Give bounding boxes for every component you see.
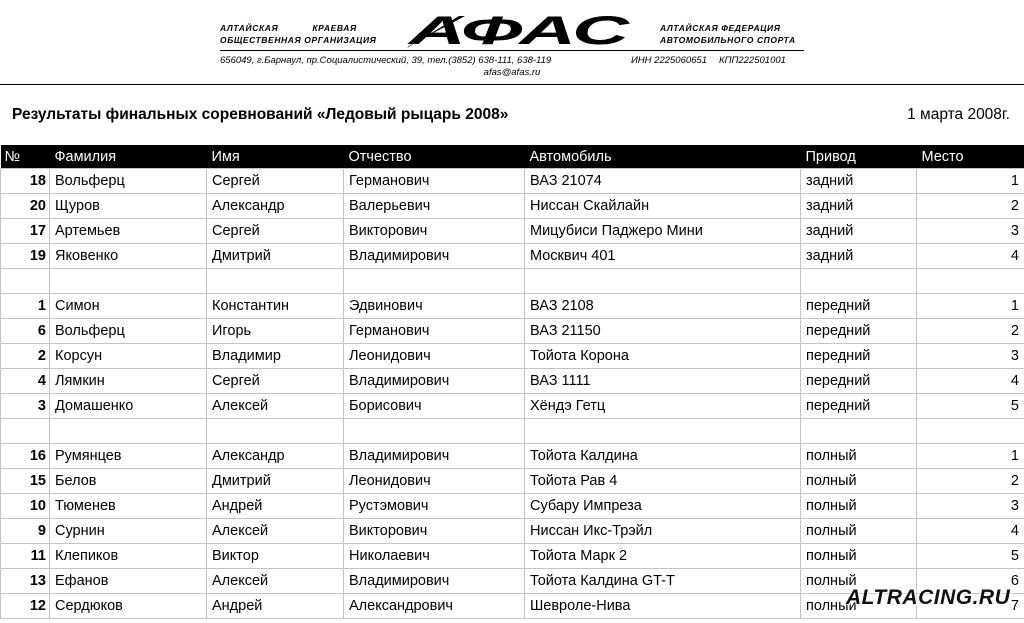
cell-name <box>207 269 344 294</box>
table-row <box>1 444 1024 469</box>
cell-place: 7 <box>917 594 1024 619</box>
cell-place: 4 <box>917 369 1024 394</box>
cell-place: 5 <box>917 394 1024 419</box>
cell-car: Тойота Марк 2 <box>525 544 801 569</box>
address: 656049, г.Барнаул, пр.Социалистический, 39, тел.(3852) 638-111, 638-119 <box>220 55 552 66</box>
cell-drive: передний <box>801 319 917 344</box>
cell-patronymic <box>344 419 525 444</box>
cell-patronymic: Викторович <box>344 219 525 244</box>
cell-name: Алексей <box>207 569 344 594</box>
cell-name: Дмитрий <box>207 469 344 494</box>
cell-number: 2 <box>1 344 50 369</box>
cell-surname: Ефанов <box>50 569 207 594</box>
cell-drive: полный <box>801 444 917 469</box>
cell-patronymic: Леонидович <box>344 469 525 494</box>
cell-surname: Лямкин <box>50 369 207 394</box>
cell-surname: Сурнин <box>50 519 207 544</box>
cell-place: 2 <box>917 469 1024 494</box>
table-row <box>1 519 1024 544</box>
letterhead <box>0 0 1024 90</box>
cell-surname: Щуров <box>50 194 207 219</box>
header-patronymic: Отчество <box>344 145 525 169</box>
cell-drive <box>801 419 917 444</box>
org-line2: ОБЩЕСТВЕННАЯ ОРГАНИЗАЦИЯ <box>220 35 377 45</box>
cell-number: 1 <box>1 294 50 319</box>
cell-number: 19 <box>1 244 50 269</box>
cell-patronymic: Германович <box>344 319 525 344</box>
afas-logo <box>405 12 633 50</box>
cell-number: 11 <box>1 544 50 569</box>
cell-number: 6 <box>1 319 50 344</box>
cell-surname: Вольферц <box>50 169 207 194</box>
cell-drive: задний <box>801 194 917 219</box>
cell-surname: Артемьев <box>50 219 207 244</box>
cell-name: Александр <box>207 194 344 219</box>
email: afas@afas.ru <box>483 67 541 78</box>
document-title: Результаты финальных соревнований «Ледовый рыцарь 2008» <box>12 106 509 123</box>
cell-name: Дмитрий <box>207 244 344 269</box>
header-drive: Привод <box>801 145 917 169</box>
cell-drive: задний <box>801 169 917 194</box>
table-row <box>1 394 1024 419</box>
cell-car <box>525 269 801 294</box>
cell-surname <box>50 269 207 294</box>
cell-place: 1 <box>917 169 1024 194</box>
cell-drive: передний <box>801 369 917 394</box>
cell-surname: Вольферц <box>50 319 207 344</box>
cell-place <box>917 419 1024 444</box>
cell-place: 3 <box>917 219 1024 244</box>
cell-car <box>525 419 801 444</box>
cell-number <box>1 419 50 444</box>
cell-place: 4 <box>917 519 1024 544</box>
table-row <box>1 294 1024 319</box>
cell-number: 3 <box>1 394 50 419</box>
cell-drive: полный <box>801 519 917 544</box>
tax-ids <box>631 55 786 66</box>
cell-number: 17 <box>1 219 50 244</box>
cell-place: 3 <box>917 344 1024 369</box>
cell-car: Тойота Калдина <box>525 444 801 469</box>
cell-drive: полный <box>801 569 917 594</box>
document-date: 1 марта 2008г. <box>907 106 1010 123</box>
cell-drive: передний <box>801 394 917 419</box>
cell-car: ВАЗ 21150 <box>525 319 801 344</box>
cell-drive: полный <box>801 494 917 519</box>
table-row <box>1 369 1024 394</box>
cell-patronymic: Германович <box>344 169 525 194</box>
cell-car: Шевроле-Нива <box>525 594 801 619</box>
cell-patronymic: Александрович <box>344 594 525 619</box>
cell-surname: Белов <box>50 469 207 494</box>
watermark: ALTRACING.RU <box>846 586 1011 609</box>
cell-patronymic: Валерьевич <box>344 194 525 219</box>
cell-name: Александр <box>207 444 344 469</box>
cell-name: Андрей <box>207 594 344 619</box>
org-line1-a: АЛТАЙСКАЯ <box>220 23 279 33</box>
table-row <box>1 244 1024 269</box>
cell-place: 2 <box>917 319 1024 344</box>
cell-car: Тойота Рав 4 <box>525 469 801 494</box>
federation-name <box>660 22 796 46</box>
cell-car: Хёндэ Гетц <box>525 394 801 419</box>
cell-car: Ниссан Скайлайн <box>525 194 801 219</box>
table-row <box>1 219 1024 244</box>
table-spacer-row <box>1 419 1024 444</box>
cell-drive: передний <box>801 294 917 319</box>
cell-surname: Симон <box>50 294 207 319</box>
cell-car: Мицубиси Паджеро Мини <box>525 219 801 244</box>
table-row <box>1 494 1024 519</box>
cell-drive: задний <box>801 219 917 244</box>
cell-name: Сергей <box>207 369 344 394</box>
cell-surname: Клепиков <box>50 544 207 569</box>
cell-place: 1 <box>917 294 1024 319</box>
cell-car: Москвич 401 <box>525 244 801 269</box>
cell-name: Сергей <box>207 219 344 244</box>
cell-patronymic: Борисович <box>344 394 525 419</box>
cell-name: Игорь <box>207 319 344 344</box>
table-row <box>1 469 1024 494</box>
table-row <box>1 319 1024 344</box>
cell-name <box>207 419 344 444</box>
cell-surname: Яковенко <box>50 244 207 269</box>
header-place: Место <box>917 145 1024 169</box>
table-row <box>1 169 1024 194</box>
table-spacer-row <box>1 269 1024 294</box>
cell-car: ВАЗ 21074 <box>525 169 801 194</box>
cell-name: Сергей <box>207 169 344 194</box>
cell-surname: Сердюков <box>50 594 207 619</box>
table-row <box>1 544 1024 569</box>
cell-place: 5 <box>917 544 1024 569</box>
cell-surname: Корсун <box>50 344 207 369</box>
cell-car: Тойота Калдина GT-T <box>525 569 801 594</box>
header-car: Автомобиль <box>525 145 801 169</box>
organization-name <box>220 22 376 46</box>
table-row <box>1 194 1024 219</box>
cell-number: 13 <box>1 569 50 594</box>
cell-car: Тойота Корона <box>525 344 801 369</box>
cell-number: 10 <box>1 494 50 519</box>
cell-name: Андрей <box>207 494 344 519</box>
header-number: № <box>1 145 50 169</box>
results-table <box>0 145 1024 619</box>
cell-surname <box>50 419 207 444</box>
cell-patronymic: Викторович <box>344 519 525 544</box>
cell-surname: Румянцев <box>50 444 207 469</box>
header-surname: Фамилия <box>50 145 207 169</box>
cell-patronymic: Леонидович <box>344 344 525 369</box>
cell-patronymic: Эдвинович <box>344 294 525 319</box>
cell-place: 1 <box>917 444 1024 469</box>
federation-line1: АЛТАЙСКАЯ ФЕДЕРАЦИЯ <box>660 23 781 33</box>
cell-number <box>1 269 50 294</box>
cell-patronymic: Рустэмович <box>344 494 525 519</box>
cell-drive: задний <box>801 244 917 269</box>
org-line1-b: КРАЕВАЯ <box>312 23 357 33</box>
cell-patronymic: Владимирович <box>344 244 525 269</box>
cell-surname: Домашенко <box>50 394 207 419</box>
cell-number: 16 <box>1 444 50 469</box>
letterhead-rule <box>220 50 804 51</box>
cell-drive: полный <box>801 594 917 619</box>
inn: ИНН 2225060651 <box>631 55 707 66</box>
cell-drive <box>801 269 917 294</box>
cell-patronymic: Владимирович <box>344 569 525 594</box>
cell-place: 2 <box>917 194 1024 219</box>
cell-name: Алексей <box>207 394 344 419</box>
cell-name: Виктор <box>207 544 344 569</box>
cell-number: 15 <box>1 469 50 494</box>
cell-number: 18 <box>1 169 50 194</box>
kpp: КПП222501001 <box>719 55 786 66</box>
cell-car: ВАЗ 2108 <box>525 294 801 319</box>
cell-drive: полный <box>801 544 917 569</box>
cell-number: 20 <box>1 194 50 219</box>
cell-patronymic: Николаевич <box>344 544 525 569</box>
cell-car: ВАЗ 1111 <box>525 369 801 394</box>
table-row <box>1 344 1024 369</box>
federation-line2: АВТОМОБИЛЬНОГО СПОРТА <box>660 35 796 45</box>
cell-drive: передний <box>801 344 917 369</box>
results-body <box>1 169 1024 619</box>
cell-place: 4 <box>917 244 1024 269</box>
cell-name: Алексей <box>207 519 344 544</box>
cell-car: Субару Импреза <box>525 494 801 519</box>
cell-drive: полный <box>801 469 917 494</box>
cell-patronymic <box>344 269 525 294</box>
cell-place: 3 <box>917 494 1024 519</box>
logo-text: АФАС <box>407 12 632 50</box>
cell-name: Константин <box>207 294 344 319</box>
cell-car: Ниссан Икс-Трэйл <box>525 519 801 544</box>
cell-number: 12 <box>1 594 50 619</box>
cell-number: 4 <box>1 369 50 394</box>
cell-number: 9 <box>1 519 50 544</box>
cell-place <box>917 269 1024 294</box>
cell-patronymic: Владимирович <box>344 444 525 469</box>
table-header-row <box>1 145 1024 169</box>
cell-name: Владимир <box>207 344 344 369</box>
cell-surname: Тюменев <box>50 494 207 519</box>
cell-patronymic: Владимирович <box>344 369 525 394</box>
header-name: Имя <box>207 145 344 169</box>
cell-place: 6 <box>917 569 1024 594</box>
header-divider <box>0 84 1024 85</box>
